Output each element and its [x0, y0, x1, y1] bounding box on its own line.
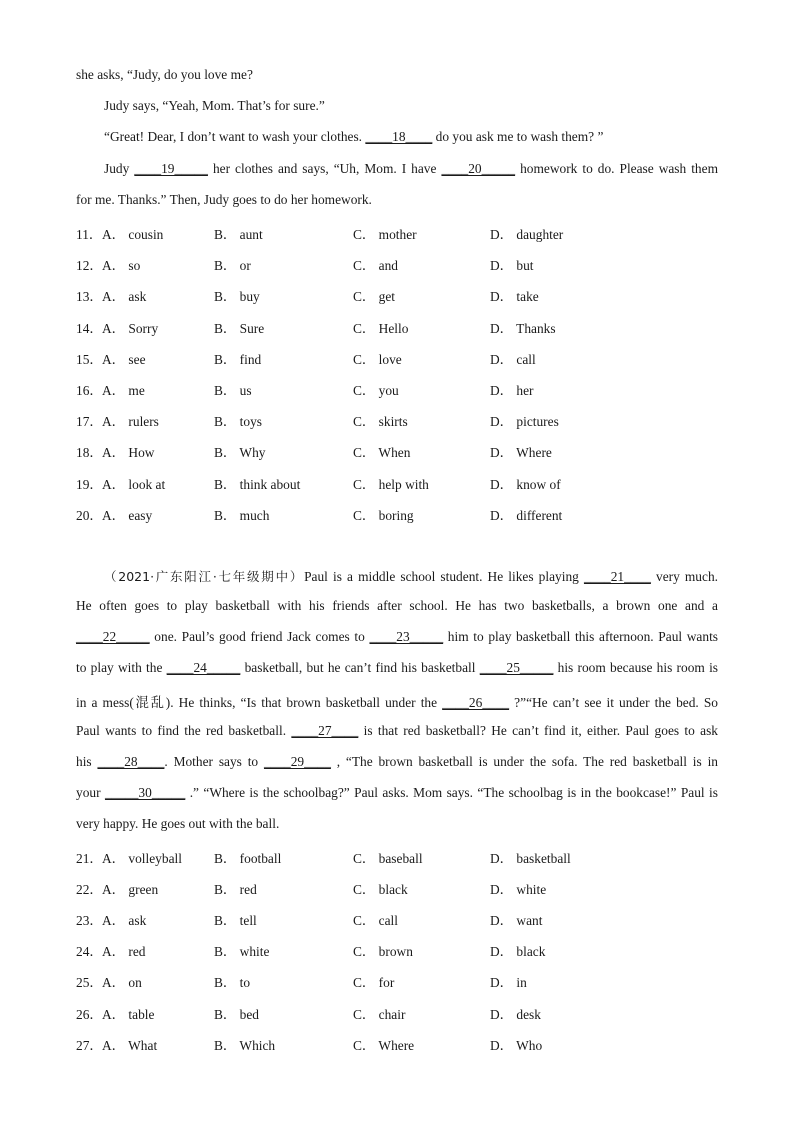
question-row	[76, 474, 716, 492]
option-a[interactable]: A． on	[102, 975, 142, 991]
option-d[interactable]: D． her	[490, 383, 534, 398]
question-number: 26．	[76, 1006, 103, 1022]
passage2-line	[76, 785, 718, 801]
blank-23: ____23_____	[369, 629, 444, 644]
text: “Great! Dear, I don’t want to wash your clothes.	[104, 129, 366, 144]
blank-29: ____29____	[263, 754, 331, 769]
option-c[interactable]: C． chair	[353, 1006, 406, 1022]
option-b[interactable]: B． red	[214, 882, 257, 898]
question-number: 16．	[76, 383, 103, 398]
text: him to play basketball this afternoon. Paul wants	[443, 629, 719, 644]
option-d[interactable]: D． know of	[490, 476, 561, 492]
text: his	[76, 754, 98, 769]
option-c[interactable]: C． baseball	[353, 851, 423, 866]
question-number: 22．	[76, 882, 103, 898]
question-row	[76, 380, 716, 398]
text: do you ask me to wash them? ”	[432, 129, 604, 144]
option-c[interactable]: C． get	[353, 289, 396, 305]
option-d[interactable]: D． white	[490, 882, 547, 898]
question-row	[76, 910, 716, 928]
option-c[interactable]: C． for	[353, 975, 395, 991]
blank-28: ____28____	[97, 754, 165, 769]
question-number: 17．	[76, 414, 103, 430]
option-d[interactable]: D． Who	[490, 1037, 543, 1053]
text: one. Paul’s good friend Jack comes to	[149, 629, 370, 644]
blank-26: ____26____	[442, 695, 510, 710]
option-a[interactable]: A． cousin	[102, 227, 164, 242]
question-number: 13．	[76, 289, 103, 305]
option-d[interactable]: D． in	[490, 975, 527, 991]
question-row	[76, 286, 716, 304]
option-d[interactable]: D． but	[490, 258, 534, 274]
option-c[interactable]: C． you	[353, 383, 399, 398]
question-number: 24．	[76, 944, 103, 960]
option-a[interactable]: A． What	[102, 1037, 158, 1053]
question-number: 12．	[76, 258, 103, 274]
option-d[interactable]: D． Thanks	[490, 320, 556, 336]
option-c[interactable]: C． Hello	[353, 320, 409, 336]
question-number: 15．	[76, 351, 103, 367]
passage2-line	[76, 692, 718, 711]
text: , “The brown basketball is under the sofa. The red basketball is in	[330, 754, 718, 769]
option-b[interactable]: B． us	[214, 383, 252, 398]
option-c[interactable]: C． skirts	[353, 414, 408, 430]
passage1-line	[104, 129, 603, 145]
text: very much.	[650, 569, 718, 584]
option-a[interactable]: A． me	[102, 383, 145, 398]
question-row	[76, 972, 716, 990]
option-d[interactable]: D． Where	[490, 445, 552, 461]
passage-source: （2021·广东阳江·七年级期中）	[104, 569, 305, 584]
option-c[interactable]: C． When	[353, 445, 411, 461]
question-number: 18．	[76, 445, 103, 461]
option-b[interactable]: B． Which	[214, 1037, 276, 1053]
blank-30: _____30_____	[104, 785, 186, 800]
passage2-line: He often goes to play basketball with his friends after school. He has two basketballs, a brown one and a	[76, 598, 718, 613]
option-c[interactable]: C． love	[353, 351, 402, 367]
question-row	[76, 411, 716, 429]
option-d[interactable]: D． desk	[490, 1006, 541, 1022]
option-c[interactable]: C． help with	[353, 476, 429, 492]
option-a[interactable]: A． volleyball	[102, 851, 182, 866]
option-b[interactable]: B． find	[214, 351, 262, 367]
option-b[interactable]: B． to	[214, 975, 251, 991]
option-d[interactable]: D． take	[490, 289, 539, 305]
text: Paul is a middle school student. He likes playing	[304, 569, 584, 584]
blank-19: ____19_____	[134, 161, 208, 176]
option-b[interactable]: B． much	[214, 507, 270, 523]
option-c[interactable]: C． black	[353, 882, 408, 898]
question-row	[76, 224, 716, 242]
question-row	[76, 1035, 716, 1053]
text: . Mother says to	[164, 754, 264, 769]
passage1-line: Judy says, “Yeah, Mom. That’s for sure.”	[104, 98, 325, 113]
question-row	[76, 1004, 716, 1022]
question-number: 19．	[76, 476, 103, 492]
question-number: 20．	[76, 507, 103, 523]
question-number: 11．	[76, 227, 103, 242]
option-b[interactable]: B． white	[214, 944, 270, 960]
option-a[interactable]: A． see	[102, 351, 146, 367]
option-b[interactable]: B． football	[214, 851, 282, 866]
blank-27: ____27____	[291, 723, 359, 738]
question-row	[76, 255, 716, 273]
option-d[interactable]: D． pictures	[490, 414, 559, 430]
option-b[interactable]: B． buy	[214, 289, 260, 305]
option-c[interactable]: C． brown	[353, 944, 413, 960]
blank-20: ____20_____	[441, 161, 516, 176]
question-row	[76, 349, 716, 367]
passage1-line	[104, 161, 718, 177]
option-d[interactable]: D． different	[490, 507, 563, 523]
question-row	[76, 442, 716, 460]
text: her clothes and says, “Uh, Mom. I have	[207, 161, 442, 176]
passage2-line	[76, 660, 718, 676]
question-row	[76, 848, 716, 866]
question-number: 21．	[76, 851, 103, 866]
option-a[interactable]: A． ask	[102, 289, 147, 305]
option-d[interactable]: D． black	[490, 944, 546, 960]
text: ?”“He can’t see it under the bed. So	[509, 695, 718, 710]
option-d[interactable]: D． want	[490, 913, 543, 929]
passage2-line	[76, 723, 718, 739]
option-b[interactable]: B． toys	[214, 414, 262, 430]
text: basketball, but he can’t find his basketball	[240, 660, 480, 675]
option-a[interactable]: A． ask	[102, 913, 147, 929]
passage1-line: she asks, “Judy, do you love me?	[76, 67, 253, 82]
option-a[interactable]: A． rulers	[102, 414, 159, 430]
option-a[interactable]: A． Sorry	[102, 320, 159, 336]
question-number: 27．	[76, 1037, 103, 1053]
passage2-line	[76, 629, 718, 645]
text: is that red basketball? He can’t find it, either. Paul goes to ask	[358, 723, 718, 738]
option-a[interactable]: A． red	[102, 944, 146, 960]
text: Judy	[104, 161, 135, 176]
option-c[interactable]: C． boring	[353, 507, 414, 523]
option-b[interactable]: B． think about	[214, 476, 301, 492]
option-b[interactable]: B． aunt	[214, 227, 263, 242]
option-b[interactable]: B． Why	[214, 445, 266, 461]
option-a[interactable]: A． easy	[102, 507, 153, 523]
option-b[interactable]: B． Sure	[214, 320, 265, 336]
option-a[interactable]: A． How	[102, 445, 155, 461]
blank-24: ____24_____	[166, 660, 241, 675]
option-d[interactable]: D． daughter	[490, 227, 564, 242]
passage1-line: for me. Thanks.” Then, Judy goes to do her homework.	[76, 192, 372, 207]
question-row	[76, 879, 716, 897]
option-b[interactable]: B． bed	[214, 1006, 260, 1022]
blank-22: ____22_____	[76, 629, 150, 644]
passage2-line	[76, 754, 718, 770]
option-b[interactable]: B． tell	[214, 913, 257, 929]
option-c[interactable]: C． Where	[353, 1037, 415, 1053]
question-row	[76, 318, 716, 336]
question-number: 25．	[76, 975, 103, 991]
passage2-line	[104, 567, 718, 585]
option-c[interactable]: C． mother	[353, 227, 417, 242]
option-d[interactable]: D． call	[490, 351, 536, 367]
option-a[interactable]: A． green	[102, 882, 159, 898]
blank-25: ____25_____	[479, 660, 554, 675]
passage2-line: very happy. He goes out with the ball.	[76, 816, 280, 831]
question-row	[76, 941, 716, 959]
option-d[interactable]: D． basketball	[490, 851, 571, 866]
option-c[interactable]: C． call	[353, 913, 398, 929]
blank-18: ____18____	[365, 129, 433, 144]
text: his room because his room is	[553, 660, 719, 675]
text: Paul wants to find the red basketball.	[76, 723, 292, 738]
text: your	[76, 785, 105, 800]
blank-21: ____21____	[583, 569, 651, 584]
option-a[interactable]: A． table	[102, 1006, 155, 1022]
question-row	[76, 505, 716, 523]
text: .” “Where is the schoolbag?” Paul asks. Mom says. “The schoolbag is in the bookcase!” Paul is	[185, 785, 718, 800]
question-number: 14．	[76, 320, 103, 336]
option-a[interactable]: A． look at	[102, 476, 166, 492]
option-b[interactable]: B． or	[214, 258, 251, 274]
option-a[interactable]: A． so	[102, 258, 141, 274]
text: homework to do. Please wash them	[515, 161, 718, 176]
option-c[interactable]: C． and	[353, 258, 399, 274]
text: to play with the	[76, 660, 167, 675]
text: in a mess(混乱). He thinks, “Is that brown basketball under the	[76, 695, 443, 710]
question-number: 23．	[76, 913, 103, 929]
